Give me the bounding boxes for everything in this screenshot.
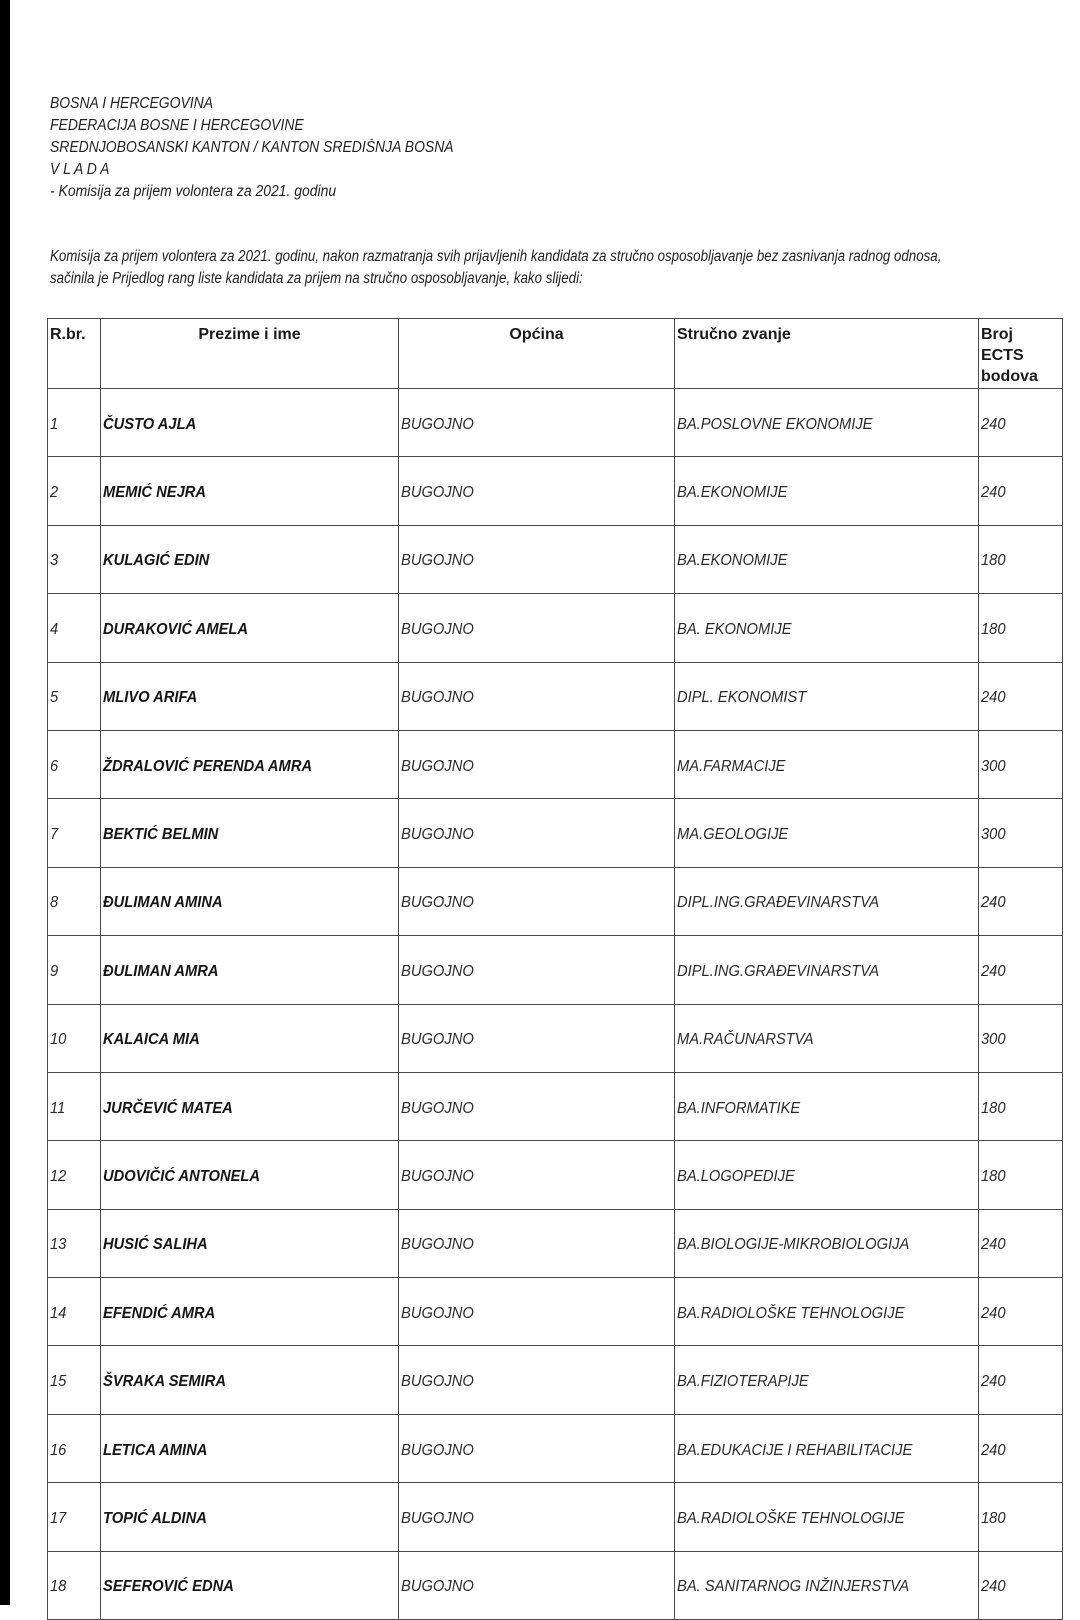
cell-zvanje [675, 1004, 979, 1072]
cell-rbr [48, 1141, 101, 1209]
cell-opcina-text: BUGOJNO [401, 1441, 474, 1459]
cell-name-text: KALAICA MIA [103, 1031, 200, 1049]
table-header-row [48, 319, 1063, 389]
cell-rbr [48, 457, 101, 525]
cell-name-text: HUSIĆ SALIHA [103, 1236, 208, 1254]
cell-rbr [48, 1209, 101, 1277]
cell-ects-text: 300 [981, 757, 1006, 775]
cell-name-text: KULAGIĆ EDIN [103, 552, 210, 570]
cell-opcina [399, 730, 675, 798]
table-row [48, 662, 1063, 730]
cell-zvanje-text: BA. EKONOMIJE [677, 620, 792, 638]
cell-rbr-text: 3 [50, 552, 59, 570]
cell-zvanje-text: BA.EKONOMIJE [677, 552, 788, 570]
cell-opcina-text: BUGOJNO [401, 826, 474, 844]
cell-ects [979, 1414, 1063, 1482]
cell-ects-text: 180 [981, 1099, 1006, 1117]
cell-name [101, 1209, 399, 1277]
cell-name-text: ČUSTO AJLA [103, 415, 197, 433]
cell-zvanje-text: BA. SANITARNOG INŽINJERSTVA [677, 1578, 910, 1596]
cell-name [101, 662, 399, 730]
cell-opcina-text: BUGOJNO [401, 689, 474, 707]
cell-name [101, 1072, 399, 1140]
cell-ects [979, 1209, 1063, 1277]
table-row [48, 525, 1063, 593]
cell-zvanje-text: BA.RADIOLOŠKE TEHNOLOGIJE [677, 1304, 905, 1322]
cell-ects-text: 240 [981, 484, 1006, 502]
cell-ects [979, 525, 1063, 593]
cell-zvanje [675, 1278, 979, 1346]
cell-name [101, 936, 399, 1004]
table-row [48, 1209, 1063, 1277]
cell-zvanje [675, 662, 979, 730]
cell-name [101, 389, 399, 457]
cell-opcina [399, 662, 675, 730]
cell-rbr-text: 10 [50, 1031, 67, 1049]
ranking-table [47, 318, 1063, 1620]
cell-ects [979, 457, 1063, 525]
letterhead-country: BOSNA I HERCEGOVINA [50, 95, 214, 112]
cell-ects [979, 1483, 1063, 1551]
cell-name [101, 1346, 399, 1414]
header-name: Prezime i ime [101, 319, 399, 389]
cell-opcina-text: BUGOJNO [401, 484, 474, 502]
cell-name-text: ŠVRAKA SEMIRA [103, 1373, 226, 1391]
cell-zvanje-text: DIPL. EKONOMIST [677, 689, 807, 707]
cell-rbr [48, 1346, 101, 1414]
table-body [48, 389, 1063, 1620]
cell-opcina [399, 594, 675, 662]
cell-name-text: MLIVO ARIFA [103, 689, 198, 707]
intro-paragraph [50, 246, 1080, 290]
cell-opcina [399, 1278, 675, 1346]
table-row [48, 1278, 1063, 1346]
cell-name-text: MEMIĆ NEJRA [103, 484, 207, 502]
cell-opcina-text: BUGOJNO [401, 552, 474, 570]
cell-opcina-text: BUGOJNO [401, 1509, 474, 1527]
cell-ects [979, 1141, 1063, 1209]
cell-ects-text: 240 [981, 894, 1006, 912]
cell-zvanje [675, 1346, 979, 1414]
cell-ects-text: 240 [981, 1578, 1006, 1596]
cell-ects-text: 300 [981, 1031, 1006, 1049]
cell-ects-text: 180 [981, 1167, 1006, 1185]
cell-rbr-text: 4 [50, 620, 59, 638]
cell-zvanje [675, 594, 979, 662]
cell-name-text: TOPIĆ ALDINA [103, 1509, 207, 1527]
cell-ects-text: 240 [981, 415, 1006, 433]
cell-opcina [399, 1141, 675, 1209]
cell-zvanje [675, 1551, 979, 1619]
cell-zvanje-text: MA.RAČUNARSTVA [677, 1031, 814, 1049]
cell-opcina-text: BUGOJNO [401, 1373, 474, 1391]
cell-name-text: DURAKOVIĆ AMELA [103, 620, 249, 638]
cell-rbr-text: 18 [50, 1578, 67, 1596]
table-row [48, 1141, 1063, 1209]
cell-opcina-text: BUGOJNO [401, 1099, 474, 1117]
cell-opcina [399, 389, 675, 457]
cell-opcina-text: BUGOJNO [401, 894, 474, 912]
table-row [48, 730, 1063, 798]
cell-ects-text: 240 [981, 962, 1006, 980]
cell-ects-text: 300 [981, 826, 1006, 844]
table-row [48, 594, 1063, 662]
cell-opcina-text: BUGOJNO [401, 415, 474, 433]
cell-rbr [48, 662, 101, 730]
cell-rbr-text: 8 [50, 894, 59, 912]
cell-zvanje-text: BA.POSLOVNE EKONOMIJE [677, 415, 873, 433]
cell-opcina [399, 1004, 675, 1072]
cell-zvanje [675, 389, 979, 457]
header-zvanje: Stručno zvanje [675, 319, 979, 389]
cell-zvanje-text: DIPL.ING.GRAĐEVINARSTVA [677, 894, 880, 912]
cell-ects [979, 1551, 1063, 1619]
cell-zvanje [675, 867, 979, 935]
cell-opcina [399, 1346, 675, 1414]
header-ects: Broj ECTS bodova [979, 319, 1063, 389]
cell-ects-text: 240 [981, 1236, 1006, 1254]
cell-name-text: JURČEVIĆ MATEA [103, 1099, 233, 1117]
header-opcina: Općina [399, 319, 675, 389]
cell-rbr-text: 7 [50, 826, 59, 844]
letterhead-federation: FEDERACIJA BOSNE I HERCEGOVINE [50, 117, 304, 134]
cell-name [101, 1414, 399, 1482]
cell-ects [979, 1004, 1063, 1072]
cell-name-text: ŽDRALOVIĆ PERENDA AMRA [103, 757, 313, 775]
cell-ects-text: 240 [981, 689, 1006, 707]
cell-ects [979, 594, 1063, 662]
cell-rbr [48, 867, 101, 935]
table-row [48, 867, 1063, 935]
table-row [48, 1072, 1063, 1140]
cell-ects [979, 389, 1063, 457]
cell-opcina-text: BUGOJNO [401, 757, 474, 775]
cell-zvanje [675, 1414, 979, 1482]
cell-ects [979, 1346, 1063, 1414]
header-rbr: R.br. [48, 319, 101, 389]
cell-zvanje [675, 936, 979, 1004]
cell-ects [979, 1278, 1063, 1346]
letterhead-canton: SREDNJOBOSANSKI KANTON / KANTON SREDIŠNJA BOSNA [50, 139, 454, 156]
cell-rbr-text: 1 [50, 415, 59, 433]
letterhead [50, 93, 498, 203]
cell-name [101, 594, 399, 662]
cell-zvanje [675, 1483, 979, 1551]
cell-name [101, 1278, 399, 1346]
cell-name-text: EFENDIĆ AMRA [103, 1304, 216, 1322]
cell-rbr-text: 9 [50, 962, 59, 980]
cell-opcina-text: BUGOJNO [401, 620, 474, 638]
table-row [48, 1004, 1063, 1072]
table-row [48, 1414, 1063, 1482]
table-row [48, 457, 1063, 525]
intro-line-1: Komisija za prijem volontera za 2021. godinu, nakon razmatranja svih prijavljenih kandidata za stručno osposobljavanje bez zasnivanja radnog odnosa, [50, 248, 942, 265]
cell-rbr-text: 17 [50, 1509, 67, 1527]
cell-zvanje [675, 457, 979, 525]
cell-rbr-text: 13 [50, 1236, 67, 1254]
cell-rbr [48, 594, 101, 662]
table-row [48, 1483, 1063, 1551]
cell-zvanje-text: DIPL.ING.GRAĐEVINARSTVA [677, 962, 880, 980]
cell-opcina [399, 1209, 675, 1277]
cell-rbr-text: 12 [50, 1167, 67, 1185]
cell-opcina [399, 1072, 675, 1140]
cell-zvanje-text: BA.RADIOLOŠKE TEHNOLOGIJE [677, 1509, 905, 1527]
cell-name-text: ĐULIMAN AMRA [103, 962, 219, 980]
cell-ects-text: 240 [981, 1373, 1006, 1391]
cell-ects [979, 1072, 1063, 1140]
cell-ects [979, 936, 1063, 1004]
cell-opcina-text: BUGOJNO [401, 1236, 474, 1254]
cell-name-text: UDOVIČIĆ ANTONELA [103, 1167, 261, 1185]
cell-name-text: ĐULIMAN AMINA [103, 894, 223, 912]
letterhead-government: V L A D A [50, 161, 110, 178]
cell-name [101, 457, 399, 525]
cell-rbr-text: 15 [50, 1373, 67, 1391]
cell-rbr [48, 936, 101, 1004]
cell-rbr [48, 1004, 101, 1072]
cell-rbr-text: 6 [50, 757, 59, 775]
cell-ects [979, 799, 1063, 867]
cell-zvanje [675, 525, 979, 593]
cell-rbr-text: 2 [50, 484, 59, 502]
cell-zvanje [675, 1209, 979, 1277]
cell-opcina-text: BUGOJNO [401, 1031, 474, 1049]
cell-rbr [48, 389, 101, 457]
cell-zvanje-text: BA.FIZIOTERAPIJE [677, 1373, 809, 1391]
cell-ects [979, 662, 1063, 730]
cell-opcina-text: BUGOJNO [401, 1578, 474, 1596]
table-row [48, 799, 1063, 867]
cell-name [101, 1551, 399, 1619]
cell-zvanje-text: BA.LOGOPEDIJE [677, 1167, 795, 1185]
intro-line-2: sačinila je Prijedlog rang liste kandidata za prijem na stručno osposobljavanje, kako slijedi: [50, 270, 583, 287]
cell-zvanje-text: BA.EDUKACIJE I REHABILITACIJE [677, 1441, 913, 1459]
cell-rbr [48, 799, 101, 867]
cell-rbr-text: 16 [50, 1441, 67, 1459]
cell-opcina [399, 525, 675, 593]
cell-ects [979, 867, 1063, 935]
cell-zvanje-text: BA.INFORMATIKE [677, 1099, 801, 1117]
cell-name-text: LETICA AMINA [103, 1441, 208, 1459]
cell-rbr [48, 730, 101, 798]
cell-name-text: SEFEROVIĆ EDNA [103, 1578, 234, 1596]
cell-opcina [399, 799, 675, 867]
left-black-border [0, 0, 10, 1605]
table-row [48, 1551, 1063, 1619]
cell-name [101, 730, 399, 798]
cell-opcina-text: BUGOJNO [401, 1304, 474, 1322]
cell-rbr [48, 525, 101, 593]
cell-zvanje [675, 730, 979, 798]
cell-rbr-text: 5 [50, 689, 59, 707]
cell-zvanje [675, 799, 979, 867]
table-row [48, 1346, 1063, 1414]
cell-zvanje-text: BA.BIOLOGIJE-MIKROBIOLOGIJA [677, 1236, 910, 1254]
cell-ects-text: 180 [981, 1509, 1006, 1527]
cell-ects-text: 180 [981, 620, 1006, 638]
cell-zvanje-text: MA.GEOLOGIJE [677, 826, 789, 844]
cell-opcina [399, 457, 675, 525]
cell-opcina [399, 1483, 675, 1551]
cell-rbr-text: 11 [50, 1099, 66, 1117]
cell-name [101, 1141, 399, 1209]
cell-name [101, 1483, 399, 1551]
cell-rbr [48, 1483, 101, 1551]
cell-opcina [399, 936, 675, 1004]
cell-zvanje [675, 1072, 979, 1140]
cell-name [101, 867, 399, 935]
cell-opcina [399, 1551, 675, 1619]
cell-name [101, 1004, 399, 1072]
letterhead-commission: - Komisija za prijem volontera za 2021. godinu [50, 183, 337, 200]
cell-opcina [399, 867, 675, 935]
cell-zvanje [675, 1141, 979, 1209]
cell-rbr [48, 1551, 101, 1619]
cell-opcina-text: BUGOJNO [401, 962, 474, 980]
cell-rbr [48, 1072, 101, 1140]
table-row [48, 389, 1063, 457]
cell-ects-text: 240 [981, 1441, 1006, 1459]
cell-rbr [48, 1278, 101, 1346]
cell-opcina-text: BUGOJNO [401, 1167, 474, 1185]
cell-name [101, 799, 399, 867]
cell-zvanje-text: MA.FARMACIJE [677, 757, 786, 775]
cell-opcina [399, 1414, 675, 1482]
cell-ects [979, 730, 1063, 798]
cell-name-text: BEKTIĆ BELMIN [103, 826, 219, 844]
cell-zvanje-text: BA.EKONOMIJE [677, 484, 788, 502]
cell-name [101, 525, 399, 593]
cell-ects-text: 240 [981, 1304, 1006, 1322]
cell-rbr-text: 14 [50, 1304, 67, 1322]
cell-ects-text: 180 [981, 552, 1006, 570]
table-row [48, 936, 1063, 1004]
cell-rbr [48, 1414, 101, 1482]
